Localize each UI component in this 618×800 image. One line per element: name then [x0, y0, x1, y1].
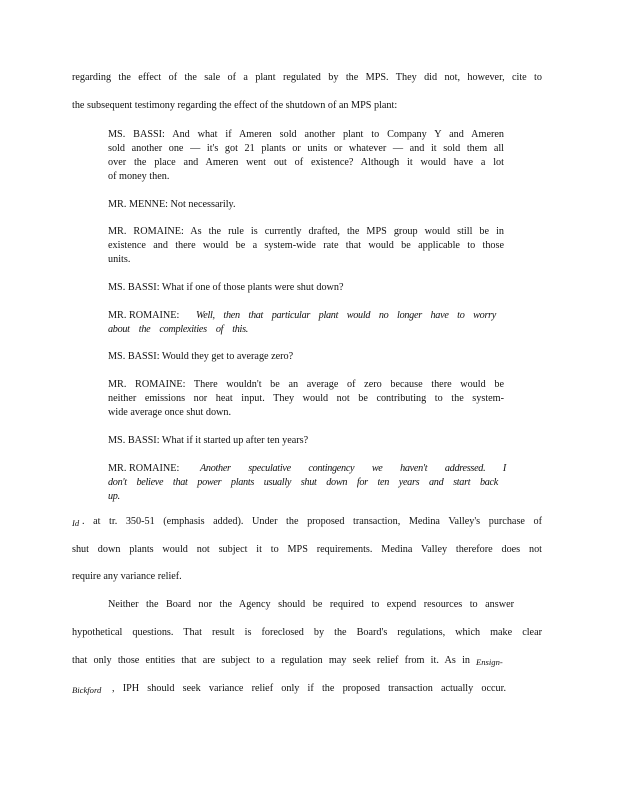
emphasis-line: up.: [108, 491, 120, 502]
quote-line: MS. BASSI: Would they get to average zero?: [108, 351, 294, 362]
case-name: Ensign-: [476, 657, 503, 667]
quote-line: wide average once shut down.: [108, 407, 232, 418]
citation-id: Id: [72, 518, 80, 528]
quote-line: units.: [108, 254, 131, 265]
paragraph-line: Neither the Board nor the Agency should be required to expend resources to answer: [108, 599, 514, 610]
quote-line: MR. ROMAINE: There wouldn't be an average of zero because there would be: [108, 379, 504, 390]
quote-line: MR. ROMAINE: As the rule is currently drafted, the MPS group would still be in: [108, 226, 504, 237]
speaker-label: MR. ROMAINE:: [108, 463, 180, 474]
quote-line: MS. BASSI: What if it started up after ten years?: [108, 435, 309, 446]
quote-line: MR. MENNE: Not necessarily.: [108, 199, 236, 210]
quote-line: over the place and Ameren went out of existence? Although it would have a lot: [108, 157, 504, 168]
paragraph-line: that only those entities that are subject to a regulation may seek relief from it. As in: [72, 655, 470, 666]
body-line: require any variance relief.: [72, 571, 182, 582]
quote-line: neither emissions nor heat input. They would not be contributing to the system-: [108, 393, 504, 404]
emphasis-line: about the complexities of this.: [108, 324, 248, 335]
citation-line: . at tr. 350-51 (emphasis added). Under the proposed transaction, Medina Valley's purchase of: [82, 516, 542, 527]
quote-line: of money then.: [108, 171, 170, 182]
emphasis-line: don't believe that power plants usually shut down for ten years and start back: [108, 477, 498, 488]
body-line: regarding the effect of the sale of a plant regulated by the MPS. They did not, however, cite to: [72, 72, 542, 83]
quote-line: sold another one — it's got 21 plants or units or whatever — and it sold them all: [108, 143, 504, 154]
quote-line: MS. BASSI: What if one of those plants were shut down?: [108, 282, 344, 293]
paragraph-line: hypothetical questions. That result is foreclosed by the Board's regulations, which make clear: [72, 627, 542, 638]
case-name: Bickford: [72, 685, 102, 695]
body-line: shut down plants would not subject it to MPS requirements. Medina Valley therefore does not: [72, 544, 542, 555]
speaker-label: MR. ROMAINE:: [108, 310, 180, 321]
emphasis-line: Another speculative contingency we haven't addressed. I: [200, 463, 506, 474]
body-line: the subsequent testimony regarding the effect of the shutdown of an MPS plant:: [72, 100, 398, 111]
paragraph-line: , IPH should seek variance relief only if the proposed transaction actually occur.: [112, 683, 506, 694]
quote-line: existence and there would be a system-wide rate that would be applicable to those: [108, 240, 504, 251]
quote-line: MS. BASSI: And what if Ameren sold another plant to Company Y and Ameren: [108, 129, 504, 140]
emphasis-line: Well, then that particular plant would no longer have to worry: [196, 310, 496, 321]
